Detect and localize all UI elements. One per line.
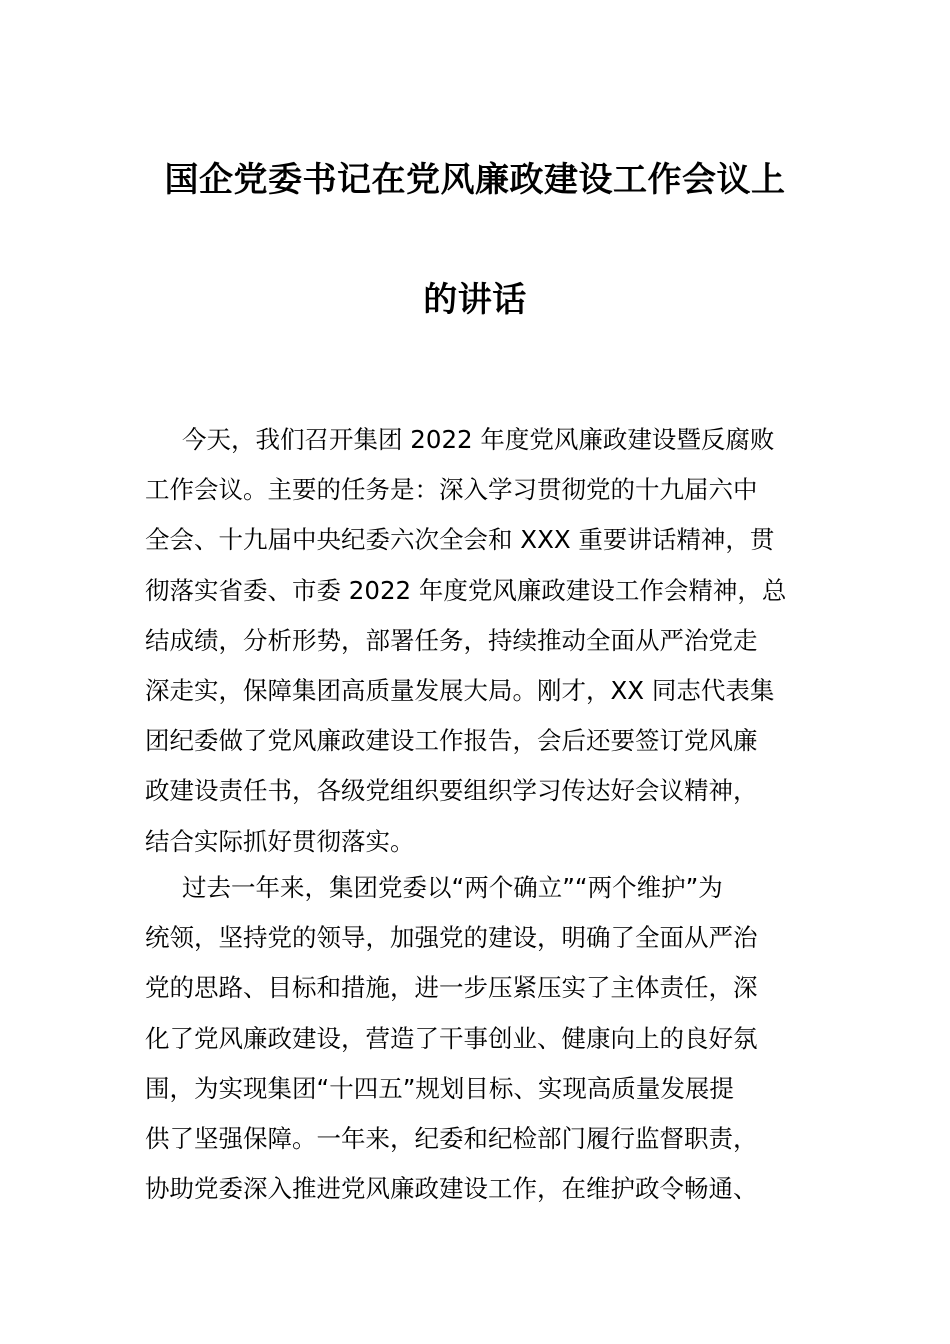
paragraph-2-line: 供了坚强保障。一年来，纪委和纪检部门履行监督职责， xyxy=(145,1123,758,1153)
document-title-line-1: 国企党委书记在党风廉政建设工作会议上 xyxy=(164,160,786,200)
paragraph-1-line: 工作会议。主要的任务是：深入学习贯彻党的十九届六中 xyxy=(145,475,758,505)
paragraph-2-line: 统领，坚持党的领导，加强党的建设，明确了全面从严治 xyxy=(145,923,758,953)
paragraph-2-line: 化了党风廉政建设，营造了干事创业、健康向上的良好氛 xyxy=(145,1023,758,1053)
paragraph-1-line: 今天，我们召开集团 2022 年度党风廉政建设暨反腐败 xyxy=(182,425,775,454)
paragraph-1-line: 政建设责任书，各级党组织要组织学习传达好会议精神， xyxy=(145,776,758,806)
paragraph-1-line: 全会、十九届中央纪委六次全会和 XXX 重要讲话精神，贯 xyxy=(145,525,775,555)
paragraph-2-line: 党的思路、目标和措施，进一步压紧压实了主体责任，深 xyxy=(145,973,758,1003)
paragraph-2-line: 协助党委深入推进党风廉政建设工作，在维护政令畅通、 xyxy=(145,1174,758,1204)
paragraph-1-line: 结成绩，分析形势，部署任务，持续推动全面从严治党走 xyxy=(145,625,758,655)
paragraph-1-line: 深走实，保障集团高质量发展大局。刚才，XX 同志代表集 xyxy=(145,675,775,705)
paragraph-1-line: 结合实际抓好贯彻落实。 xyxy=(145,826,415,856)
document-title-line-2: 的讲话 xyxy=(423,280,527,320)
paragraph-2-line: 过去一年来，集团党委以“两个确立”“两个维护”为 xyxy=(182,873,723,902)
paragraph-2 xyxy=(145,863,807,1214)
paragraph-2-line: 围，为实现集团“十四五”规划目标、实现高质量发展提 xyxy=(145,1073,734,1103)
paragraph-1-line: 团纪委做了党风廉政建设工作报告，会后还要签订党风廉 xyxy=(145,726,758,756)
paragraph-1-line: 彻落实省委、市委 2022 年度党风廉政建设工作会精神，总 xyxy=(145,575,787,605)
paragraph-1 xyxy=(145,415,807,867)
